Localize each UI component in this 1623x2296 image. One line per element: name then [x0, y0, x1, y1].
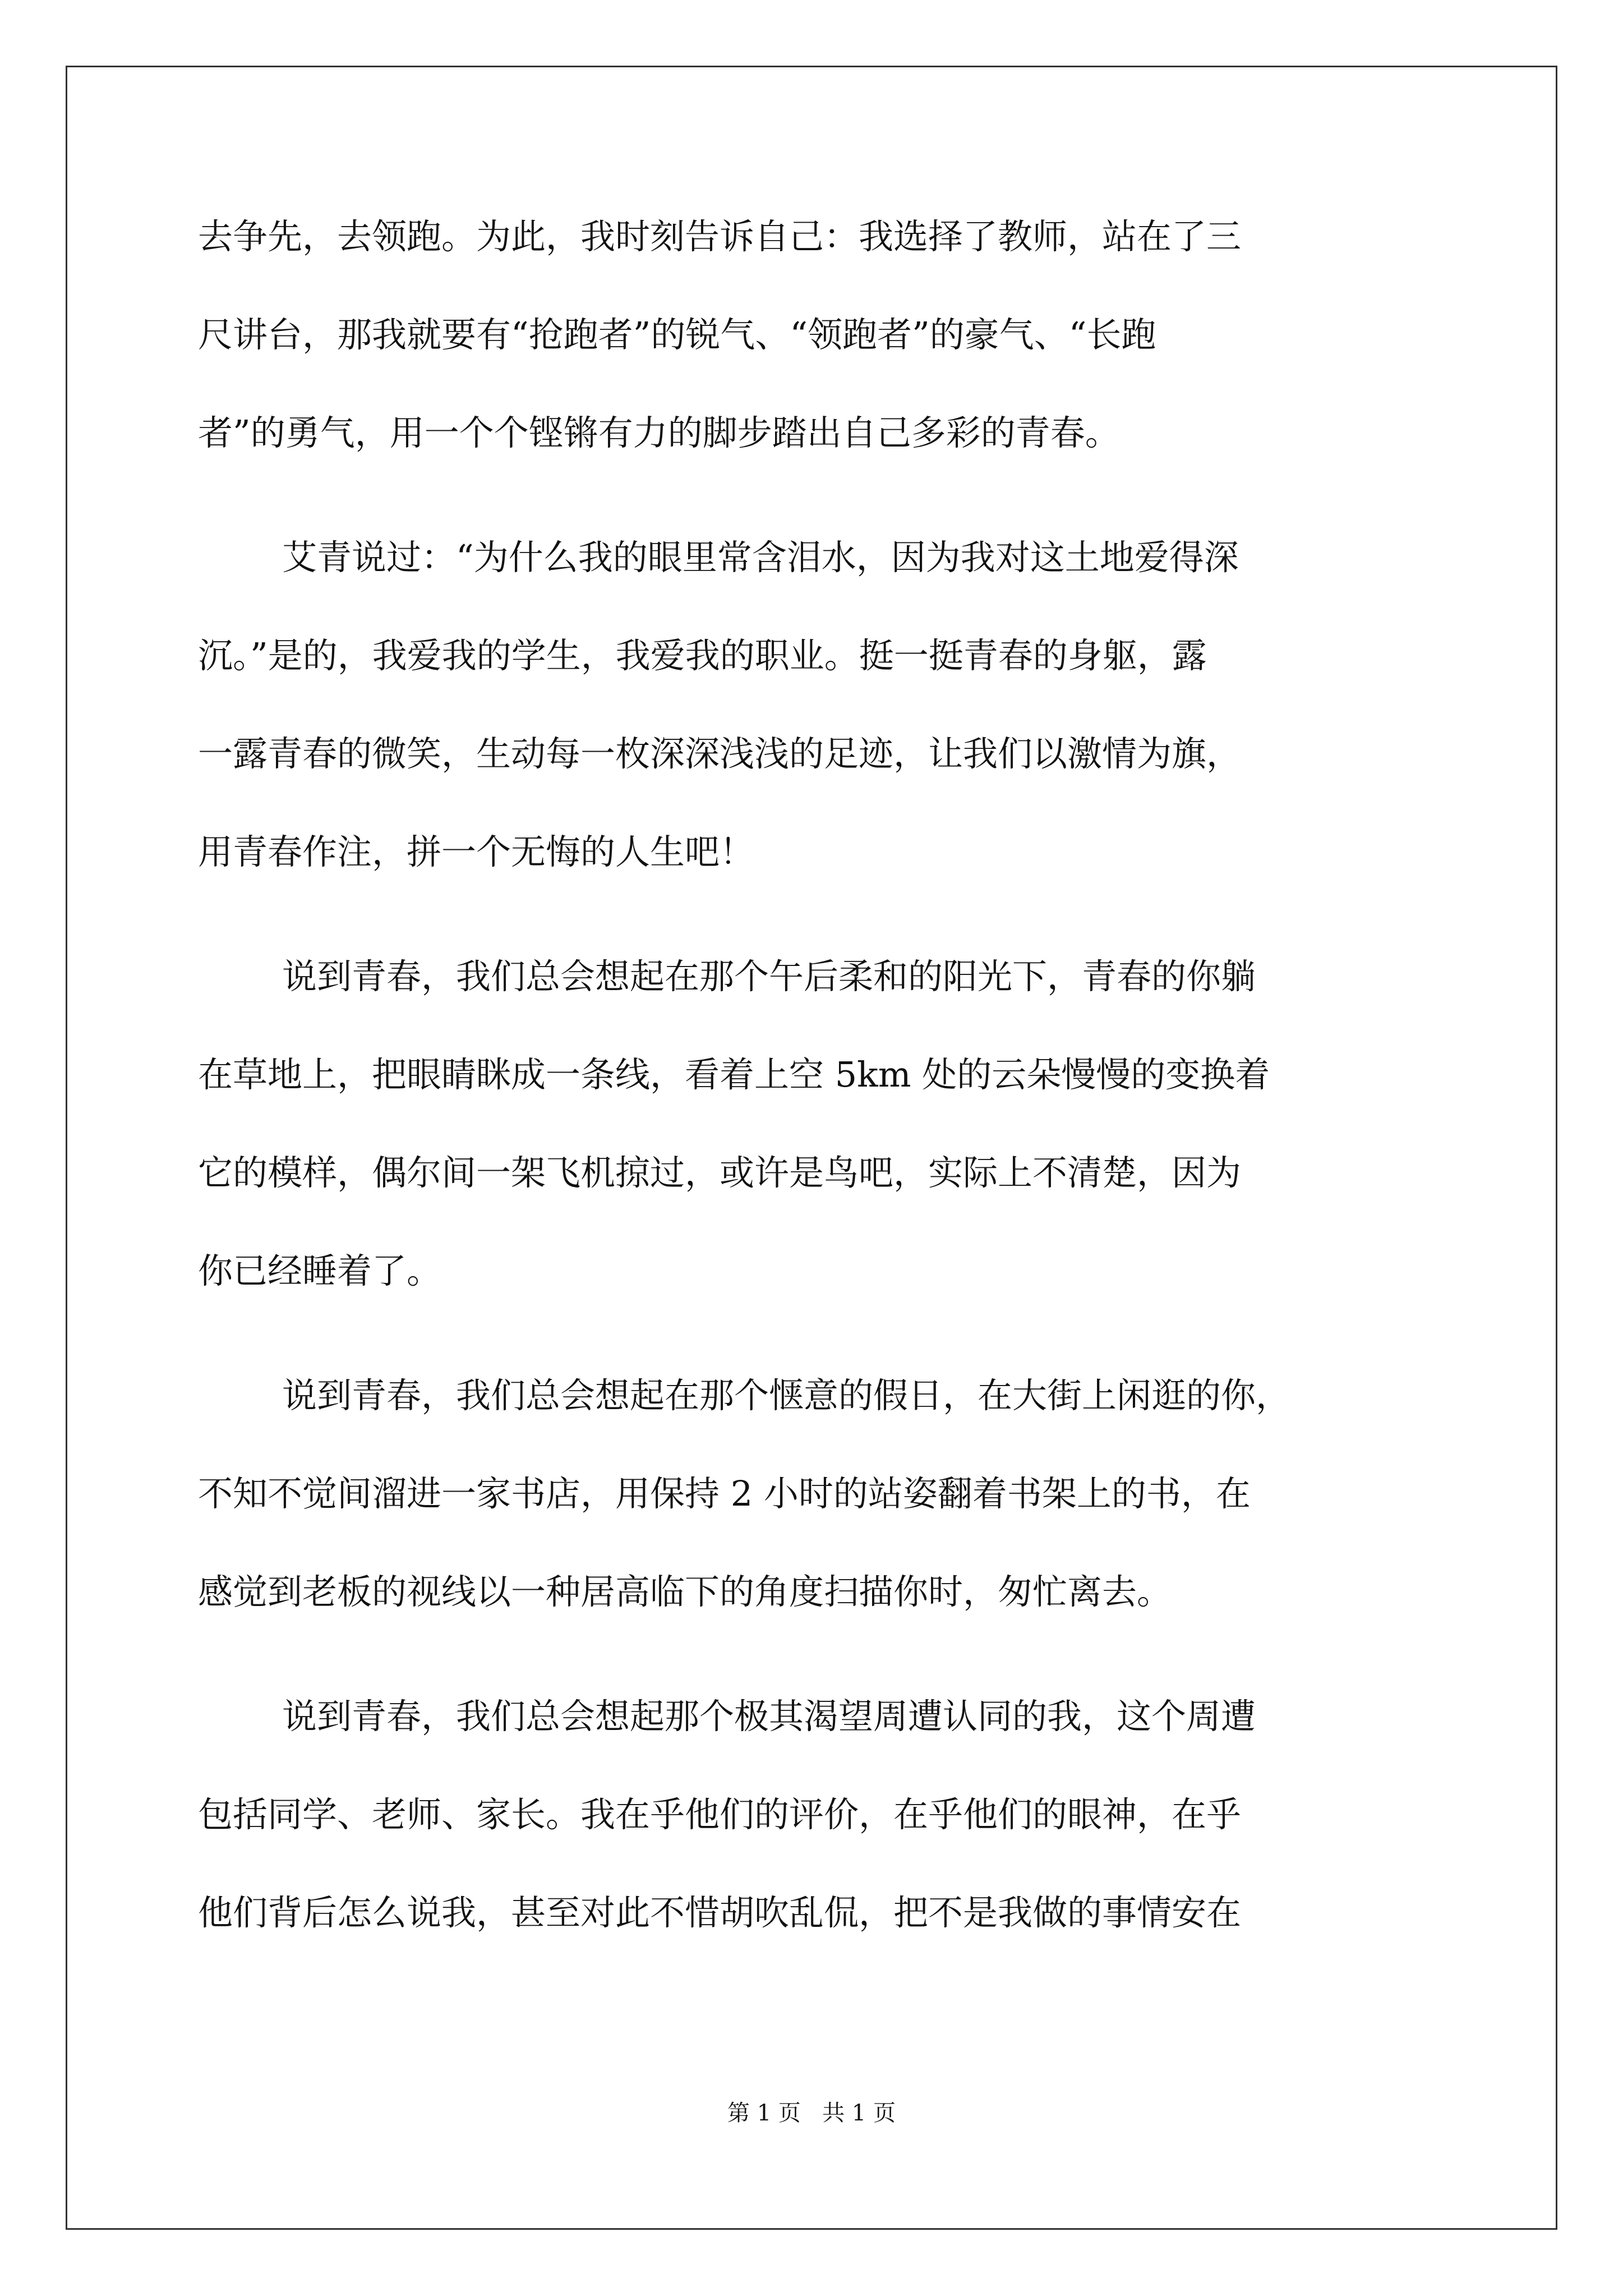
paragraph-first-line: 说到青春，我们总会想起在那个午后柔和的阳光下，青春的你躺	[282, 956, 1256, 997]
text-line: 包括同学、老师、家长。我在乎他们的评价，在乎他们的眼神，在乎	[198, 1794, 1242, 1835]
text-line: 沉。”是的，我爱我的学生，我爱我的职业。挺一挺青春的身躯，露	[198, 635, 1207, 676]
text-line: 他们背后怎么说我，甚至对此不惜胡吹乱侃，把不是我做的事情安在	[198, 1892, 1242, 1933]
text-line: 你已经睡着了。	[198, 1250, 442, 1291]
text-line: 尺讲台，那我就要有“抢跑者”的锐气、“领跑者”的豪气、“长跑	[198, 314, 1156, 355]
text-line: 用青春作注，拼一个无悔的人生吧！	[198, 831, 755, 872]
text-line: 感觉到老板的视线以一种居高临下的角度扫描你时，匆忙离去。	[198, 1571, 1172, 1612]
text-line: 它的模样，偶尔间一架飞机掠过，或许是鸟吧，实际上不清楚，因为	[198, 1152, 1242, 1193]
text-line: 去争先，去领跑。为此，我时刻告诉自己：我选择了教师，站在了三	[198, 216, 1242, 257]
text-line: 者”的勇气，用一个个铿锵有力的脚步踏出自己多彩的青春。	[198, 412, 1120, 453]
page-number-footer: 第 1 页 共 1 页	[727, 2100, 896, 2126]
text-line: 一露青春的微笑，生动每一枚深深浅浅的足迹，让我们以激情为旗，	[198, 733, 1242, 774]
text-line: 不知不觉间溜进一家书店，用保持 2 小时的站姿翻着书架上的书，在	[198, 1473, 1251, 1514]
paragraph-first-line: 说到青春，我们总会想起在那个惬意的假日，在大街上闲逛的你，	[282, 1375, 1291, 1416]
paragraph-first-line: 说到青春，我们总会想起那个极其渴望周遭认同的我，这个周遭	[282, 1696, 1256, 1737]
paragraph-first-line: 艾青说过：“为什么我的眼里常含泪水，因为我对这土地爱得深	[282, 537, 1239, 578]
text-line: 在草地上，把眼睛眯成一条线，看着上空 5km 处的云朵慢慢的变换着	[198, 1054, 1270, 1095]
